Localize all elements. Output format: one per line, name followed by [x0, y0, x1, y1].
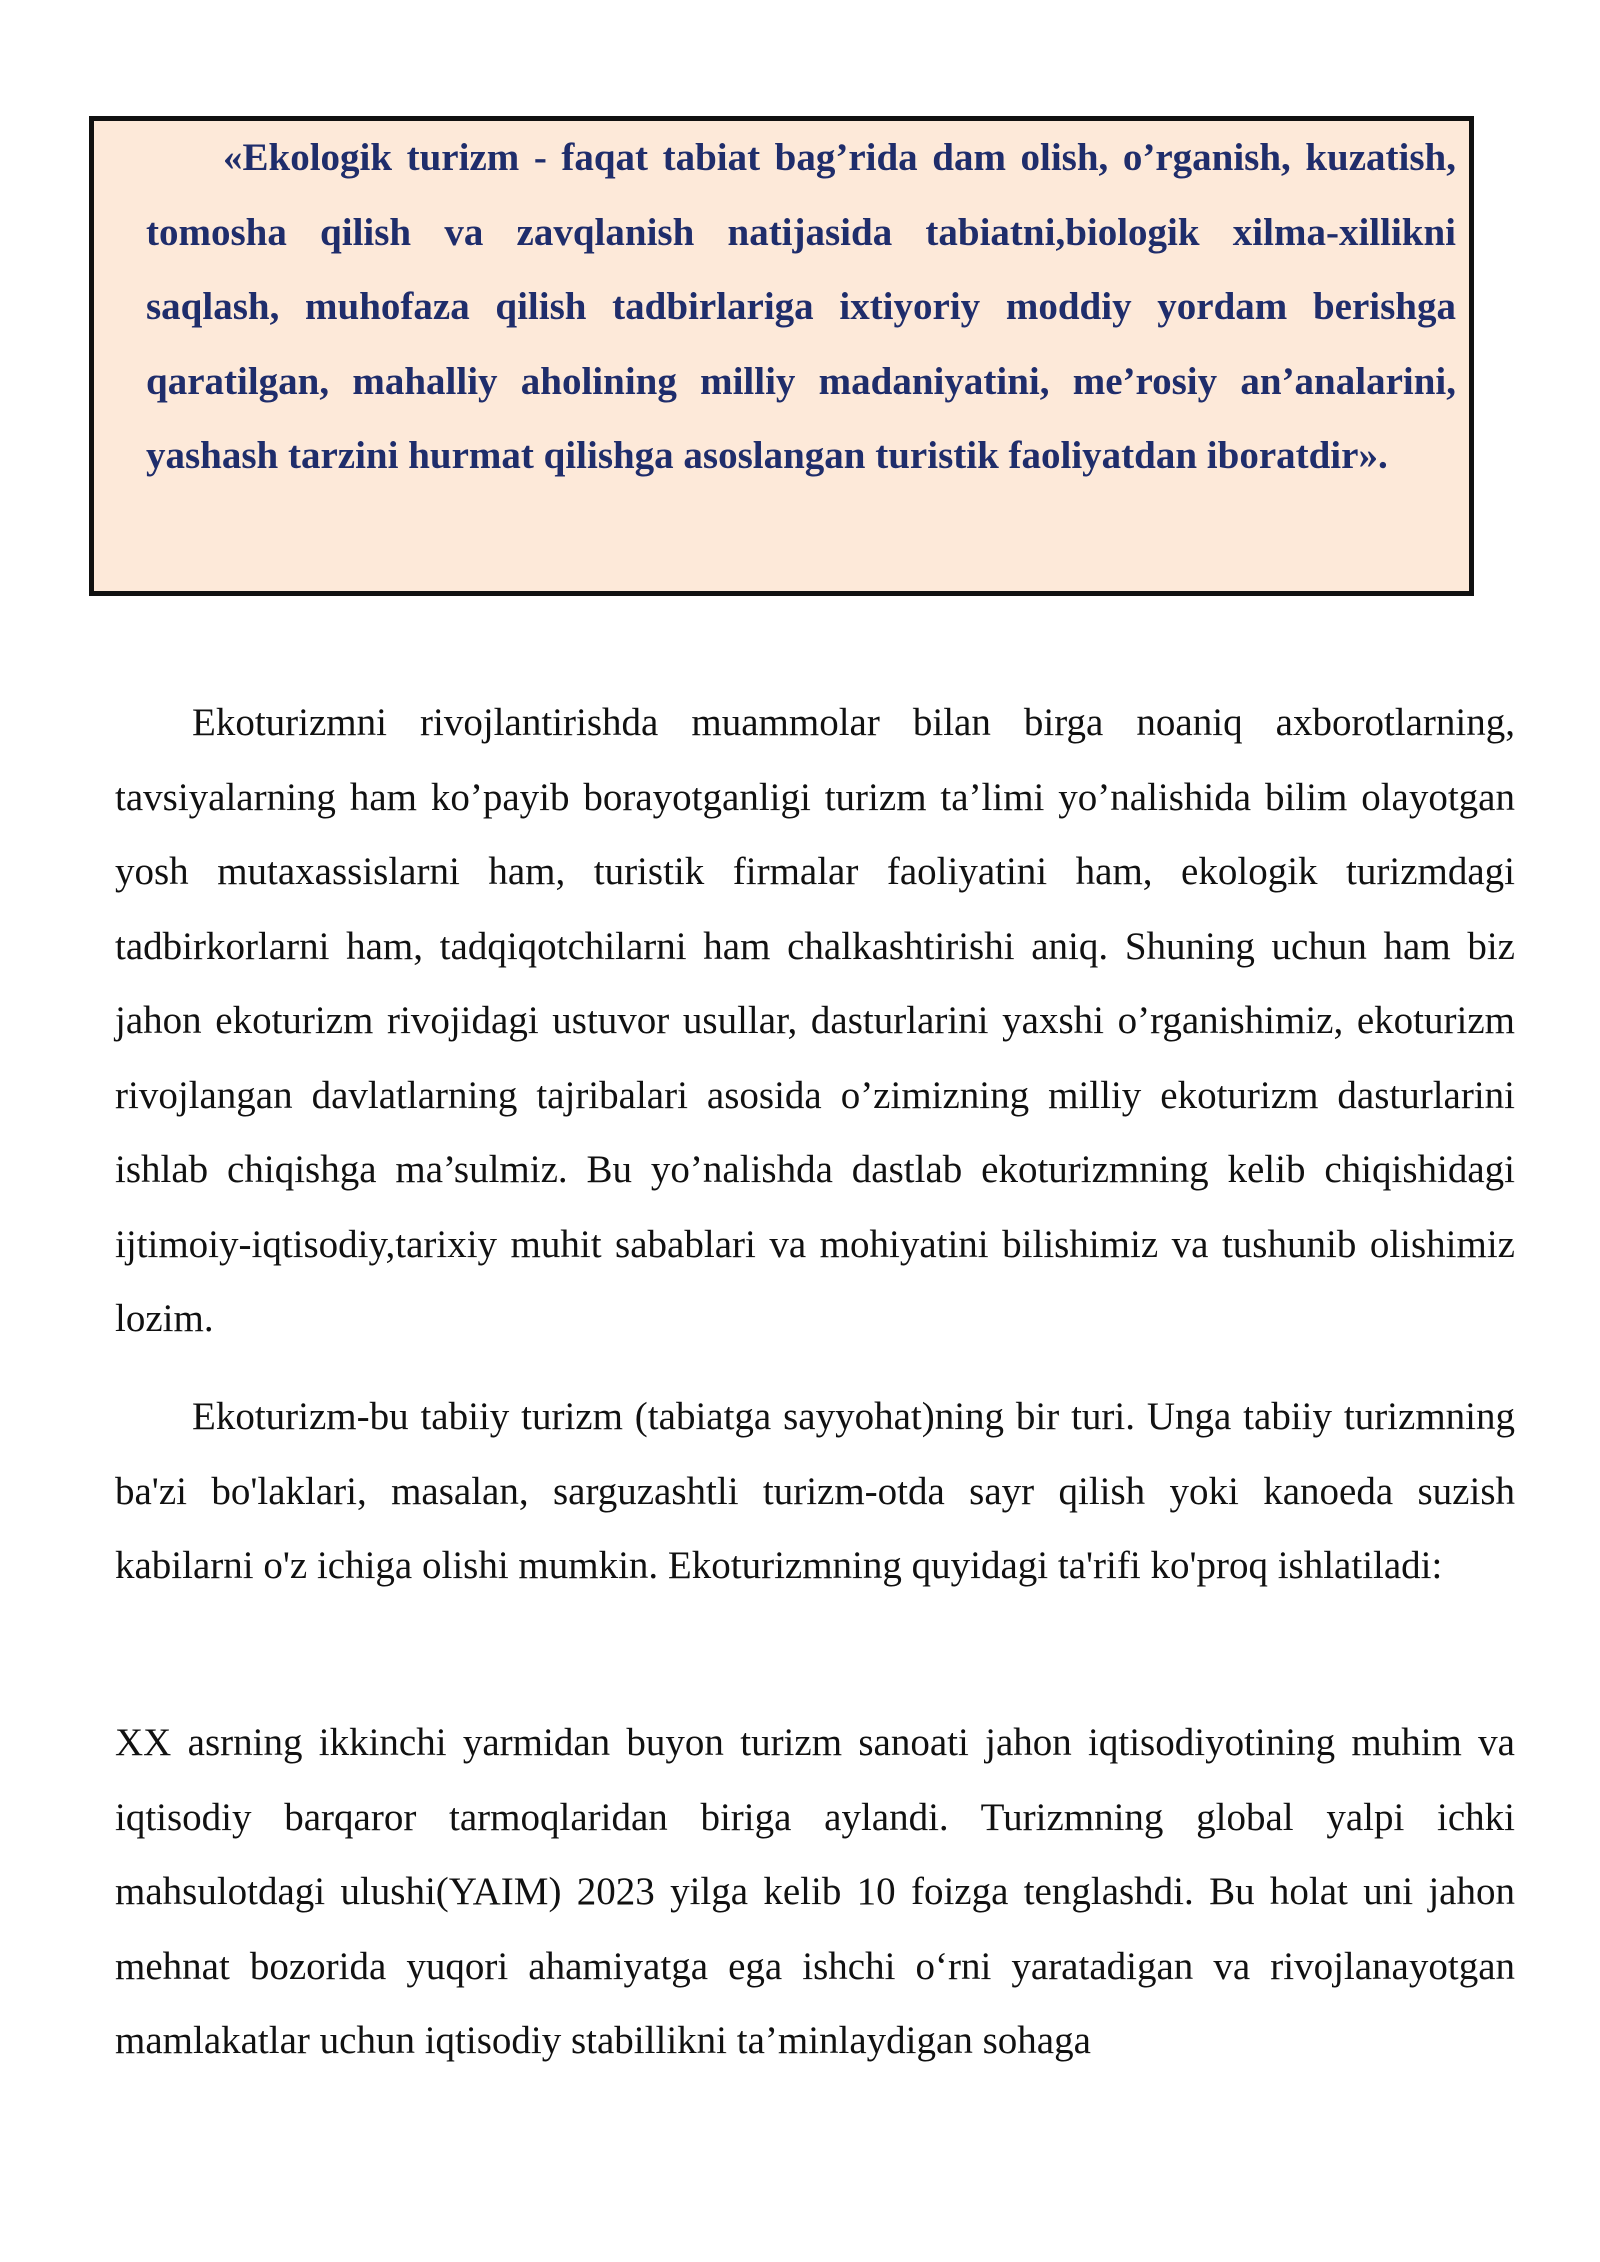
body-paragraph-1: Ekoturizmni rivojlantirishda muammolar bilan birga noaniq axborotlarning, tavsiyalarning ham ko’payib borayotganligi turizm ta’limi yo’nalishida bilim olayotgan yosh mutaxassislarni ham, turistik firmalar faoliyatini ham, ekologik turizmdagi tadbirkorlarni ham, tadqiqotchilarni ham chalkashtirishi aniq. Shuning uchun ham biz jahon ekoturizm rivojidagi ustuvor usullar, dasturlarini yaxshi o’rganishimiz, ekoturizm rivojlangan davlatlarning tajribalari asosida o’zimizning milliy ekoturizm dasturlarini ishlab chiqishga ma’sulmiz. Bu yo’nalishda dastlab ekoturizmning kelib chiqishidagi ijtimoiy-iqtisodiy,tarixiy muhit sabablari va mohiyatini bilishimiz va tushunib olishimiz lozim.	[115, 701, 1515, 1340]
definition-quote-text: «Ekologik turizm - faqat tabiat bag’rida dam olish, o’rganish, kuzatish, tomosha qilish va zavqlanish natijasida tabiatni,biologik xilma-xillikni saqlash, muhofaza qilish tadbirlariga ixtiyoriy moddiy yordam berishga qaratilgan, mahalliy aholining milliy madaniyatini, me’rosiy an’analarini, yashash tarzini hurmat qilishga asoslangan turistik faoliyatdan iboratdir».	[146, 136, 1456, 477]
body-paragraph-3: XX asrning ikkinchi yarmidan buyon turizm sanoati jahon iqtisodiyotining muhim va iqtisodiy barqaror tarmoqlaridan biriga aylandi. Turizmning global yalpi ichki mahsulotdagi ulushi(YAIM) 2023 yilga kelib 10 foizga tenglashdi. Bu holat uni jahon mehnat bozorida yuqori ahamiyatga ega ishchi o‘rni yaratadigan va rivojlanayotgan mamlakatlar uchun iqtisodiy stabillikni ta’minlaydigan sohaga	[115, 1721, 1515, 2062]
definition-quote-box	[89, 116, 1474, 596]
body-paragraph-2: Ekoturizm-bu tabiiy turizm (tabiatga sayyohat)ning bir turi. Unga tabiiy turizmning ba'zi bo'laklari, masalan, sarguzashtli turizm-otda sayr qilish yoki kanoeda suzish kabilarni o'z ichiga olishi mumkin. Ekoturizmning quyidagi ta'rifi ko'proq ishlatiladi:	[115, 1395, 1515, 1587]
